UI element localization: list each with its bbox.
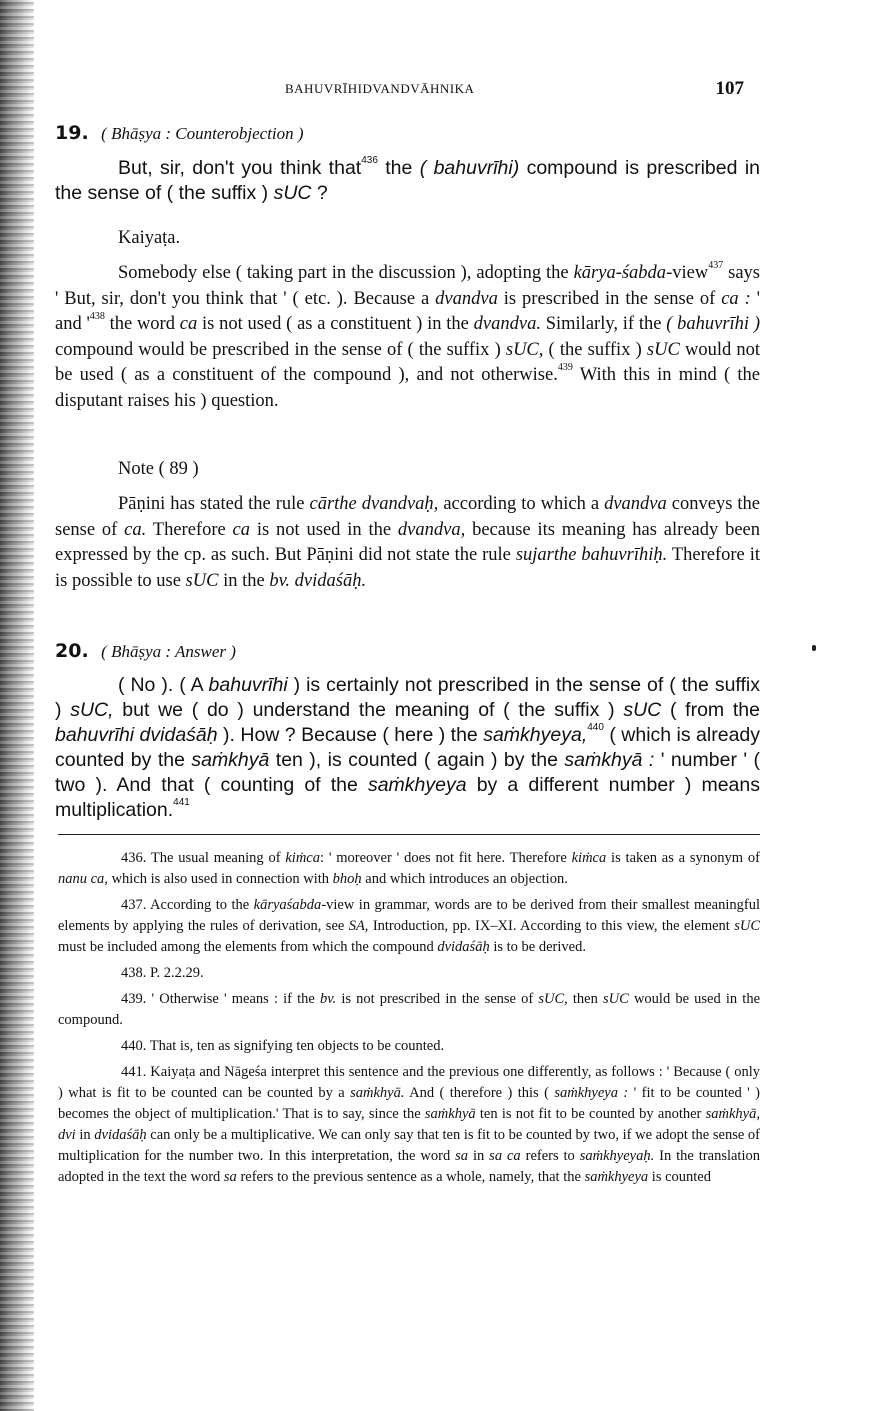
section-20-heading <box>55 640 760 662</box>
kaiyata-commentary <box>55 261 760 414</box>
footnote-ref: 439 <box>557 362 573 373</box>
running-head: BAHUVRĪHIDVANDVĀHNIKA <box>285 81 475 96</box>
kaiyata-paragraph: Somebody else ( taking part in the discussion ), adopting the kārya-śabda-view$^{437}$ says ' But, sir, don't you think that ' ( etc. ). Because a dvandva is prescribed in the sense of ca : ' and '$^{438}$ the word ca is not used ( as a constituent ) in the dvandva. Similarly, if the ( bahuvrīhi ) compound would be prescribed in the sense of ( the suffix ) sUC, ( the suffix ) sUC would not be used ( as a constituent of the compound ), and not otherwise.$^{439}$ With this in mind ( the disputant raises his ) question. <box>55 260 761 411</box>
footnote-ref: 440 <box>587 722 604 733</box>
section-19-heading <box>55 122 760 144</box>
footnote-divider <box>58 834 760 835</box>
footnotes <box>58 848 760 1193</box>
kaiyata-label: Kaiyaṭa. <box>118 228 181 248</box>
print-speck <box>812 645 816 651</box>
kaiyata-label-block <box>55 228 760 249</box>
footnote-ref: 436 <box>361 155 378 166</box>
note-label: Note ( 89 ) <box>118 459 199 479</box>
section-20-bhasya <box>55 673 760 823</box>
section-number: 19. <box>55 122 89 144</box>
book-spine-shadow <box>0 0 34 1411</box>
section-heading: ( Bhāṣya : Counterobjection ) <box>101 124 304 143</box>
footnote-436: 436. The usual meaning of kiṁca: ' moreover ' does not fit here. Therefore kiṁca is taken as a synonym of nanu ca, which is also used in connection with bhoḥ and which introduces an objection. <box>58 850 760 887</box>
note-label-block <box>55 459 760 480</box>
section-heading: ( Bhāṣya : Answer ) <box>101 642 236 661</box>
section-19-bhasya <box>55 156 760 206</box>
page-header <box>55 78 760 102</box>
footnote-439: 439. ' Otherwise ' means : if the bv. is not prescribed in the sense of sUC, then sUC would be used in the compound. <box>58 991 760 1028</box>
footnote-440: 440. That is, ten as signifying ten objects to be counted. <box>121 1038 445 1054</box>
bhasya-paragraph: But, sir, don't you think that$^{436}$ the ( bahuvrīhi) compound is prescribed in the sense of ( the suffix ) sUC ? <box>55 155 761 204</box>
footnote-ref: 438 <box>89 311 105 322</box>
note-commentary <box>55 492 760 594</box>
page-number: 107 <box>715 78 744 99</box>
footnote-441: 441. Kaiyaṭa and Nāgeśa interpret this sentence and the previous one differently, as follows : ' Because ( only ) what is fit to be counted can be counted by a saṁkhyā. And ( therefore ) this ( saṁkhyeya : ' fit to be counted ' ) becomes the object of multiplication.' That is to say, since the saṁkhyā ten is not fit to be counted by another saṁkhyā, dvi in dvidaśāḥ can only be a multiplicative. We can only say that ten is fit to be counted by two, if we adopt the sense of multiplication for the number two. In this interpretation, the word sa in sa ca refers to saṁkhyeyaḥ. In the translation adopted in the text the word sa refers to the previous sentence as a whole, namely, that the saṁkhyeya is counted <box>58 1064 761 1185</box>
footnote-438: 438. P. 2.2.29. <box>121 965 204 981</box>
footnote-ref: 437 <box>708 260 724 271</box>
footnote-437: 437. According to the kāryaśabda-view in grammar, words are to be derived from their smallest meaningful elements by applying the rules of derivation, see SA, Introduction, pp. IX–XI. According to this view, the element sUC must be included among the elements from which the compound dvidaśāḥ is to be derived. <box>58 897 761 955</box>
footnote-ref: 441 <box>173 797 190 808</box>
section-number: 20. <box>55 640 89 662</box>
bhasya-paragraph: ( No ). ( A bahuvrīhi ) is certainly not prescribed in the sense of ( the suffix ) sUC, but we ( do ) understand the meaning of ( the suffix ) sUC ( from the bahuvrīhi dvidaśāḥ ). How ? Because ( here ) the saṁkhyeya,$^{440}$ ( which is already counted by the saṁkhyā ten ), is counted ( again ) by the saṁkhyā : ' number ' ( two ). And that ( counting of the saṁkhyeya by a different number ) means multiplication.$^{441}$ <box>55 674 761 821</box>
note-paragraph: Pāṇini has stated the rule cārthe dvandvaḥ, according to which a dvandva conveys the sense of ca. Therefore ca is not used in the dvandva, because its meaning has already been expressed by the cp. as such. But Pāṇini did not state the rule sujarthe bahuvrīhiḥ. Therefore it is possible to use sUC in the bv. dvidaśāḥ. <box>55 494 761 591</box>
